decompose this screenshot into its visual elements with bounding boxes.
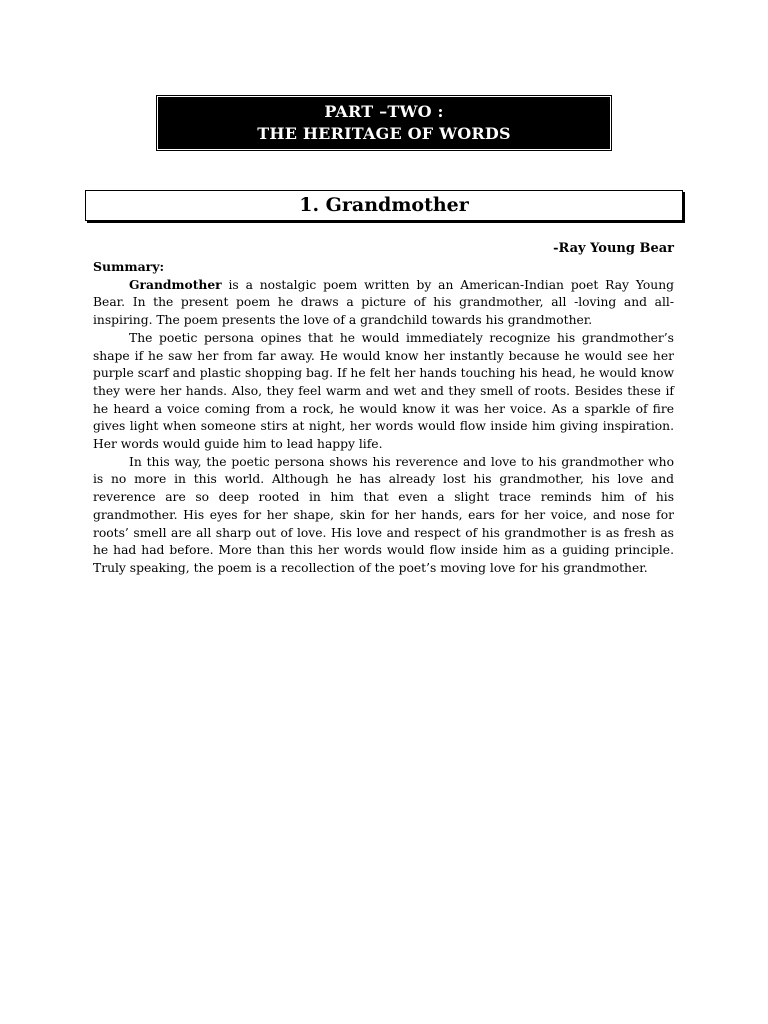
part-subheading: THE HERITAGE OF WORDS	[257, 124, 511, 143]
summary-paragraph-1	[93, 276, 674, 330]
chapter-title: 1. Grandmother	[299, 194, 469, 216]
part-banner	[158, 97, 610, 149]
summary-paragraph-2: The poetic persona opines that he would immediately recognize his grandmother’s shape if he saw her from far away. He would know her instantly because he would see her purple scarf and plastic shopping bag. If he felt her hands touching his head, he would know they were her hands. Also, they feel warm and wet and they smell of roots. Besides these if he heard a voice coming from a rock, he would know it was her voice. As a sparkle of fire gives light when someone stirs at night, her words would flow inside him giving inspiration. Her words would guide him to lead happy life.	[93, 330, 674, 452]
chapter-title-box	[85, 190, 683, 221]
summary-section	[93, 258, 674, 578]
author-credit: -Ray Young Bear	[553, 241, 674, 256]
summary-label: Summary:	[93, 259, 165, 274]
part-heading: PART –TWO :	[324, 102, 444, 121]
paragraph-1-text: is a nostalgic poem written by an American-Indian poet Ray Young Bear. In the present poem he draws a picture of his grandmother, all -loving and all-inspiring. The poem presents the love of a grandchild towards his grandmother.	[93, 277, 674, 328]
summary-paragraph-3: In this way, the poetic persona shows his reverence and love to his grandmother who is no more in this world. Although he has already lost his grandmother, his love and reverence are so deep rooted in him that even a slight trace reminds him of his grandmother. His eyes for her shape, skin for her hands, ears for her voice, and nose for roots’ smell are all sharp out of love. His love and respect of his grandmother is as fresh as he had had before. More than this her words would flow inside him as a guiding principle. Truly speaking, the poem is a recollection of the poet’s moving love for his grandmother.	[93, 454, 674, 575]
poem-name: Grandmother	[129, 276, 222, 292]
